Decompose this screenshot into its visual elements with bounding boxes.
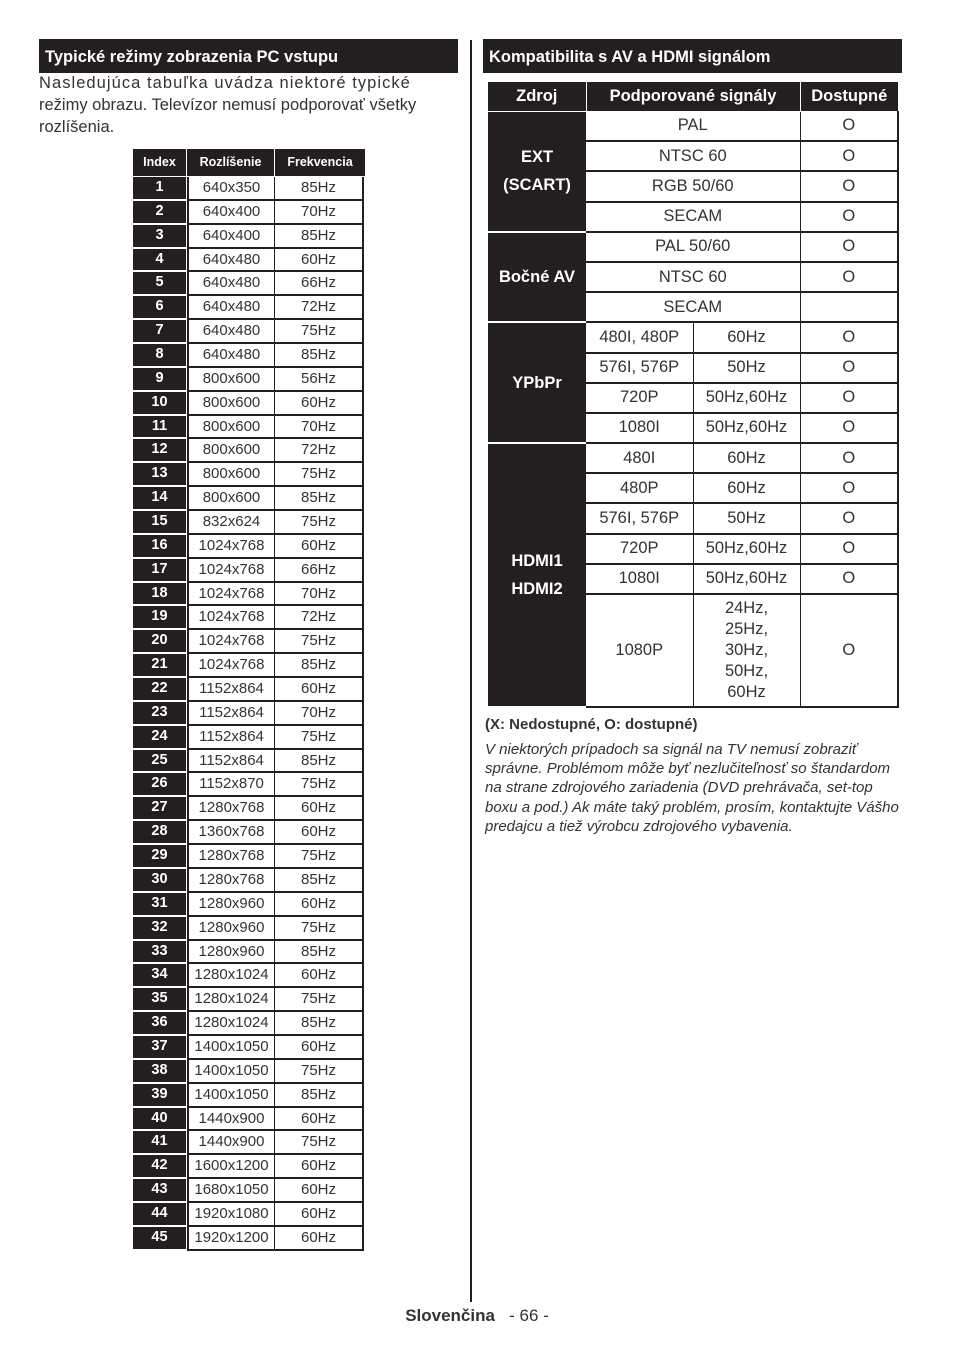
cell: O	[800, 534, 898, 564]
table-row	[133, 201, 366, 225]
table-row	[133, 941, 366, 965]
table-row	[133, 869, 366, 893]
cell: 480I, 480P	[586, 322, 693, 352]
table-row	[133, 678, 366, 702]
intro-line: režimy obrazu. Televízor nemusí podporovať všetky	[39, 96, 417, 114]
row-resolution: 1360x768	[187, 821, 274, 845]
row-resolution: 1400x1050	[187, 1060, 274, 1084]
table-row	[133, 559, 366, 583]
row-frequency: 60Hz	[274, 797, 364, 821]
pc-modes-intro	[39, 72, 458, 138]
row-index: 10	[133, 392, 186, 416]
row-frequency: 75Hz	[274, 1060, 364, 1084]
compat-note	[485, 740, 901, 836]
row-index: 2	[133, 201, 186, 225]
note-line: správne. Problémom môže byť nezlučiteľnosť so štandardom	[485, 760, 891, 778]
source-label	[488, 443, 586, 707]
row-frequency: 72Hz	[274, 296, 364, 320]
row-resolution: 1152x864	[187, 678, 274, 702]
row-index: 39	[133, 1084, 186, 1108]
table-row	[133, 583, 366, 607]
row-index: 30	[133, 869, 186, 893]
table-row	[133, 368, 366, 392]
table-row	[133, 177, 366, 201]
row-frequency: 72Hz	[274, 439, 364, 463]
table-row	[133, 344, 366, 368]
row-frequency: 60Hz	[274, 1155, 364, 1179]
cell: O	[800, 262, 898, 292]
header-resolution: Rozlíšenie	[187, 149, 274, 176]
page-number: - 66 -	[509, 1306, 549, 1325]
source-label	[488, 232, 586, 323]
row-index: 24	[133, 726, 186, 750]
row-resolution: 1152x864	[187, 750, 274, 774]
row-index: 15	[133, 511, 186, 535]
cell: 50Hz	[693, 503, 800, 533]
row-frequency: 56Hz	[274, 368, 364, 392]
row-frequency: 70Hz	[274, 583, 364, 607]
row-index: 23	[133, 702, 186, 726]
row-resolution: 800x600	[187, 463, 274, 487]
table-row	[133, 654, 366, 678]
table-row	[133, 296, 366, 320]
row-frequency: 75Hz	[274, 773, 364, 797]
cell: 1080I	[586, 413, 693, 443]
row-frequency: 60Hz	[274, 1179, 364, 1203]
source-label-line: YPbPr	[512, 373, 562, 392]
av-table-header	[488, 82, 898, 111]
row-index: 8	[133, 344, 186, 368]
row-index: 1	[133, 177, 186, 201]
row-frequency: 70Hz	[274, 702, 364, 726]
row-resolution: 800x600	[187, 416, 274, 440]
av-compat-heading: Kompatibilita s AV a HDMI signálom	[483, 39, 902, 73]
row-index: 27	[133, 797, 186, 821]
table-row	[133, 1108, 366, 1132]
row-resolution: 1600x1200	[187, 1155, 274, 1179]
row-index: 42	[133, 1155, 186, 1179]
cell	[800, 292, 898, 322]
row-index: 44	[133, 1203, 186, 1227]
row-frequency: 75Hz	[274, 726, 364, 750]
row-resolution: 1680x1050	[187, 1179, 274, 1203]
table-row	[133, 1060, 366, 1084]
row-resolution: 1280x960	[187, 941, 274, 965]
table-row	[133, 893, 366, 917]
table-row	[133, 845, 366, 869]
freq-line: 60Hz	[727, 683, 766, 701]
row-resolution: 640x400	[187, 225, 274, 249]
table-row	[488, 443, 898, 473]
table-row	[133, 320, 366, 344]
cell: 1080I	[586, 564, 693, 594]
row-index: 9	[133, 368, 186, 392]
table-row	[488, 232, 898, 262]
row-index: 34	[133, 964, 186, 988]
row-index: 20	[133, 630, 186, 654]
row-index: 4	[133, 249, 186, 273]
row-resolution: 1024x768	[187, 606, 274, 630]
row-index: 14	[133, 487, 186, 511]
av-compat-table	[488, 82, 899, 708]
row-index: 18	[133, 583, 186, 607]
cell: O	[800, 111, 898, 141]
table-row	[133, 1203, 366, 1227]
source-label	[488, 322, 586, 443]
table-row	[133, 1155, 366, 1179]
row-frequency: 66Hz	[274, 272, 364, 296]
table-row	[488, 322, 898, 352]
row-index: 32	[133, 917, 186, 941]
row-resolution: 1152x864	[187, 702, 274, 726]
header-source: Zdroj	[488, 82, 586, 111]
cell: 50Hz,60Hz	[693, 413, 800, 443]
row-frequency: 60Hz	[274, 1108, 364, 1132]
row-index: 17	[133, 559, 186, 583]
cell: 720P	[586, 534, 693, 564]
row-resolution: 1920x1080	[187, 1203, 274, 1227]
row-frequency: 70Hz	[274, 201, 364, 225]
footer-language: Slovenčina	[405, 1306, 495, 1325]
row-resolution: 1440x900	[187, 1131, 274, 1155]
note-line: predajcu a tiež výrobcu zdrojového vybavenia.	[485, 817, 793, 835]
row-index: 11	[133, 416, 186, 440]
cell: 576I, 576P	[586, 503, 693, 533]
table-row	[133, 797, 366, 821]
table-row	[133, 392, 366, 416]
row-index: 22	[133, 678, 186, 702]
row-resolution: 1280x1024	[187, 988, 274, 1012]
table-row	[133, 439, 366, 463]
row-index: 21	[133, 654, 186, 678]
cell: 60Hz	[693, 443, 800, 473]
row-resolution: 1280x960	[187, 917, 274, 941]
table-row	[133, 750, 366, 774]
cell: O	[800, 232, 898, 262]
pc-table-header	[133, 149, 366, 176]
cell: O	[800, 202, 898, 232]
table-row	[133, 702, 366, 726]
cell: O	[800, 322, 898, 352]
row-frequency: 85Hz	[274, 750, 364, 774]
cell: PAL 50/60	[586, 232, 800, 262]
table-row	[488, 111, 898, 141]
table-row	[133, 487, 366, 511]
source-label-line: (SCART)	[503, 176, 571, 195]
note-line: V niektorých prípadoch sa signál na TV nemusí zobraziť	[485, 741, 858, 758]
row-index: 6	[133, 296, 186, 320]
cell: 50Hz,60Hz	[693, 564, 800, 594]
row-index: 33	[133, 941, 186, 965]
table-row	[133, 1084, 366, 1108]
note-line: boxu a pod.) Ak máte taký problém, prosím, kontaktujte Vášho	[485, 798, 899, 816]
row-index: 26	[133, 773, 186, 797]
cell: SECAM	[586, 292, 800, 322]
row-frequency: 60Hz	[274, 893, 364, 917]
row-frequency: 85Hz	[274, 177, 364, 201]
row-resolution: 640x480	[187, 272, 274, 296]
source-label-line: HDMI2	[511, 580, 563, 599]
row-index: 37	[133, 1036, 186, 1060]
row-resolution: 1024x768	[187, 583, 274, 607]
row-index: 43	[133, 1179, 186, 1203]
source-label-line: EXT	[520, 148, 554, 167]
row-resolution: 1280x1024	[187, 964, 274, 988]
cell: O	[800, 353, 898, 383]
row-index: 7	[133, 320, 186, 344]
row-resolution: 1280x768	[187, 869, 274, 893]
row-resolution: 1920x1200	[187, 1227, 274, 1251]
row-frequency: 60Hz	[274, 964, 364, 988]
row-resolution: 640x480	[187, 249, 274, 273]
cell: SECAM	[586, 202, 800, 232]
row-frequency: 85Hz	[274, 869, 364, 893]
row-resolution: 832x624	[187, 511, 274, 535]
row-index: 19	[133, 606, 186, 630]
row-resolution: 640x350	[187, 177, 274, 201]
table-row	[133, 1012, 366, 1036]
row-index: 5	[133, 272, 186, 296]
cell: O	[800, 594, 898, 707]
table-row	[133, 630, 366, 654]
table-row	[133, 535, 366, 559]
table-row	[133, 416, 366, 440]
freq-line: 24Hz,	[724, 599, 769, 617]
table-row	[133, 773, 366, 797]
row-index: 36	[133, 1012, 186, 1036]
row-frequency: 75Hz	[274, 630, 364, 654]
cell: 60Hz	[693, 322, 800, 352]
row-frequency: 60Hz	[274, 678, 364, 702]
row-frequency: 66Hz	[274, 559, 364, 583]
cell	[693, 594, 800, 707]
row-frequency: 75Hz	[274, 1131, 364, 1155]
column-divider	[470, 40, 472, 1302]
cell: O	[800, 443, 898, 473]
row-frequency: 60Hz	[274, 1227, 364, 1251]
row-resolution: 1152x870	[187, 773, 274, 797]
header-frequency: Frekvencia	[275, 149, 365, 176]
table-row	[133, 964, 366, 988]
row-resolution: 1280x768	[187, 845, 274, 869]
row-index: 3	[133, 225, 186, 249]
row-index: 35	[133, 988, 186, 1012]
row-resolution: 1280x960	[187, 893, 274, 917]
cell: 576I, 576P	[586, 353, 693, 383]
cell: RGB 50/60	[586, 171, 800, 201]
row-frequency: 85Hz	[274, 941, 364, 965]
row-index: 29	[133, 845, 186, 869]
row-resolution: 640x400	[187, 201, 274, 225]
cell: 50Hz,60Hz	[693, 534, 800, 564]
table-row	[133, 1179, 366, 1203]
cell: 480I	[586, 443, 693, 473]
row-resolution: 800x600	[187, 487, 274, 511]
row-frequency: 85Hz	[274, 487, 364, 511]
table-row	[133, 726, 366, 750]
intro-line: rozlíšenia.	[39, 118, 115, 136]
cell: O	[800, 141, 898, 171]
header-index: Index	[133, 149, 186, 176]
row-frequency: 60Hz	[274, 535, 364, 559]
row-index: 45	[133, 1227, 186, 1251]
row-frequency: 60Hz	[274, 1036, 364, 1060]
row-frequency: 75Hz	[274, 320, 364, 344]
table-row	[133, 917, 366, 941]
row-resolution: 800x600	[187, 439, 274, 463]
row-resolution: 640x480	[187, 344, 274, 368]
row-frequency: 85Hz	[274, 344, 364, 368]
source-label-line: Bočné AV	[498, 268, 576, 287]
header-available: Dostupné	[800, 82, 898, 111]
table-row	[133, 225, 366, 249]
row-frequency: 60Hz	[274, 249, 364, 273]
row-resolution: 1024x768	[187, 654, 274, 678]
freq-line: 25Hz,	[724, 620, 769, 638]
cell: O	[800, 413, 898, 443]
row-index: 25	[133, 750, 186, 774]
row-index: 31	[133, 893, 186, 917]
cell: 50Hz	[693, 353, 800, 383]
row-resolution: 1280x768	[187, 797, 274, 821]
row-frequency: 85Hz	[274, 654, 364, 678]
cell: 720P	[586, 383, 693, 413]
header-signals: Podporované signály	[586, 82, 800, 111]
source-label	[488, 111, 586, 232]
table-row	[133, 821, 366, 845]
row-frequency: 75Hz	[274, 845, 364, 869]
row-frequency: 60Hz	[274, 1203, 364, 1227]
row-index: 40	[133, 1108, 186, 1132]
freq-line: 50Hz,	[724, 662, 769, 680]
pc-table-body	[133, 177, 366, 1251]
table-row	[133, 1036, 366, 1060]
cell: NTSC 60	[586, 262, 800, 292]
row-frequency: 60Hz	[274, 392, 364, 416]
row-resolution: 640x480	[187, 320, 274, 344]
row-index: 38	[133, 1060, 186, 1084]
row-frequency: 75Hz	[274, 463, 364, 487]
row-index: 41	[133, 1131, 186, 1155]
cell: 480P	[586, 473, 693, 503]
row-resolution: 1152x864	[187, 726, 274, 750]
page-footer	[0, 1306, 954, 1326]
availability-legend: (X: Nedostupné, O: dostupné)	[485, 716, 698, 733]
row-resolution: 640x480	[187, 296, 274, 320]
table-row	[133, 1131, 366, 1155]
row-frequency: 72Hz	[274, 606, 364, 630]
row-frequency: 85Hz	[274, 1012, 364, 1036]
row-frequency: 70Hz	[274, 416, 364, 440]
table-row	[133, 988, 366, 1012]
table-row	[133, 463, 366, 487]
intro-line: Nasledujúca tabuľka uvádza niektoré typické	[39, 74, 411, 92]
row-index: 28	[133, 821, 186, 845]
cell: 1080P	[586, 594, 693, 707]
row-frequency: 85Hz	[274, 225, 364, 249]
table-row	[133, 1227, 366, 1251]
cell: NTSC 60	[586, 141, 800, 171]
row-resolution: 1024x768	[187, 559, 274, 583]
note-line: na strane zdrojového zariadenia (DVD prehrávača, set-top	[485, 779, 873, 797]
row-resolution: 1024x768	[187, 630, 274, 654]
pc-modes-table	[133, 149, 366, 1251]
cell: 50Hz,60Hz	[693, 383, 800, 413]
cell: O	[800, 503, 898, 533]
table-row	[133, 272, 366, 296]
row-resolution: 1280x1024	[187, 1012, 274, 1036]
row-index: 12	[133, 439, 186, 463]
row-frequency: 75Hz	[274, 988, 364, 1012]
row-frequency: 75Hz	[274, 511, 364, 535]
cell: PAL	[586, 111, 800, 141]
row-index: 13	[133, 463, 186, 487]
freq-line: 30Hz,	[724, 641, 769, 659]
row-index: 16	[133, 535, 186, 559]
row-resolution: 1400x1050	[187, 1084, 274, 1108]
table-row	[133, 249, 366, 273]
row-frequency: 75Hz	[274, 917, 364, 941]
row-resolution: 1440x900	[187, 1108, 274, 1132]
cell: O	[800, 564, 898, 594]
pc-modes-heading: Typické režimy zobrazenia PC vstupu	[39, 39, 458, 73]
row-resolution: 800x600	[187, 368, 274, 392]
row-resolution: 1024x768	[187, 535, 274, 559]
cell: O	[800, 473, 898, 503]
cell: O	[800, 383, 898, 413]
table-row	[133, 606, 366, 630]
row-resolution: 800x600	[187, 392, 274, 416]
table-row	[133, 511, 366, 535]
row-frequency: 60Hz	[274, 821, 364, 845]
row-frequency: 85Hz	[274, 1084, 364, 1108]
cell: O	[800, 171, 898, 201]
source-label-line: HDMI1	[511, 552, 563, 571]
row-resolution: 1400x1050	[187, 1036, 274, 1060]
cell: 60Hz	[693, 473, 800, 503]
